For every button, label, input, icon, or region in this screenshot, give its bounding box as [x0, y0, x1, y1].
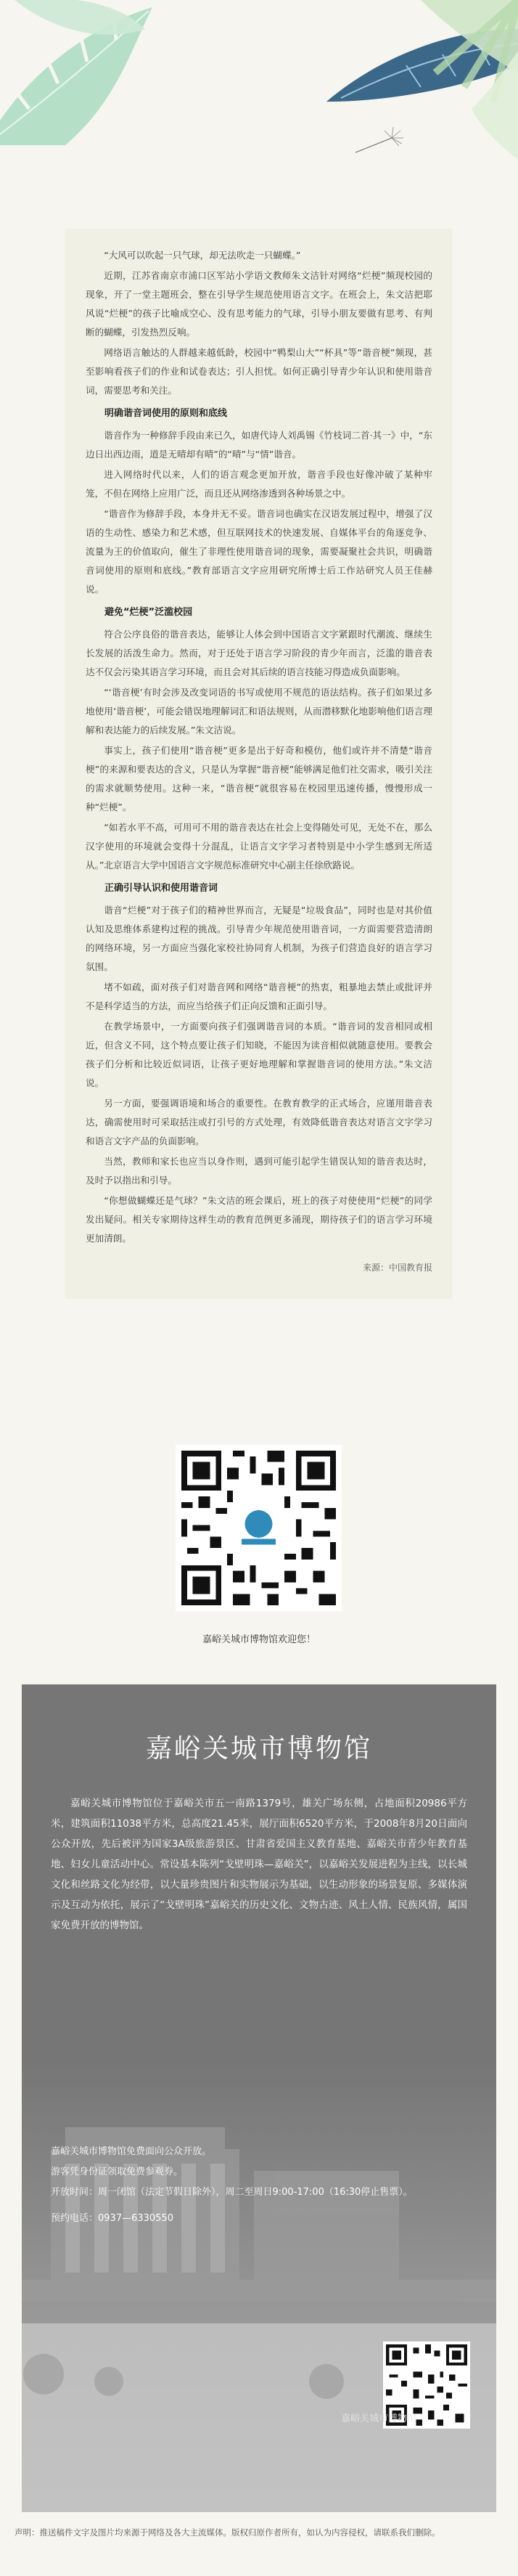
museum-watermark: 嘉峪关城市博物馆: [341, 2413, 417, 2424]
intro-quote: “大风可以吹起一只气球，却无法吹走一只蝴蝶。”: [104, 250, 301, 261]
monstera-leaf-icon: [0, 0, 152, 145]
body-paragraph: 堵不如疏，面对孩子们对谐音网和网络“谐音梗”的热衷，粗暴地去禁止或批评并不是科学适当的方法，而应当给孩子们正向反馈和正面引导。: [86, 982, 432, 1011]
body-paragraph: “‘谐音梗’有时会涉及改变词语的书写或使用不规范的语法结构。孩子们如果过多地使用‘谐音梗’，可能会错误地理解词汇和语法规则，从而潜移默化地影响他们语言理解和表达能力的后续发展。”朱文洁说。: [86, 687, 432, 735]
museum-building-image: [22, 2062, 496, 2512]
info-line: 嘉峪关城市博物馆免费面向公众开放。: [51, 2146, 212, 2157]
dandelion-icon: [355, 127, 403, 152]
section-heading: 正确引导认识和使用谐音词: [104, 883, 218, 894]
body-paragraph: 进入网络时代以来，人们的语言观念更加开放，谐音手段也好像冲破了某种牢笼，不但在网络上应用广泛，而且还从网络渗透到各种场景之中。: [86, 469, 432, 499]
body-paragraph: “你想做蝴蝶还是气球？”朱文洁的班会课后，班上的孩子对使使用“烂梗”的同学发出疑问。相关专家期待这样生动的教育范例更多涌现，期待孩子们的语言学习环境更加清朗。: [86, 1195, 432, 1244]
body-paragraph: 谐音作为一种修辞手段由来已久，如唐代诗人刘禹锡《竹枝词二首·其一》中，“东边日出西边雨，道是无晴却有晴”的“晴”与“情”谐音。: [86, 430, 432, 460]
header-leaf-decoration: [0, 0, 518, 182]
body-paragraph: 谐音“烂梗”对于孩子们的精神世界而言，无疑是“垃圾食品”，同时也是对其价值认知及思维体系建构过程的挑战。引导青少年规范使用谐音词，一方面需要营造清朗的网络环境，另一方面应当强化家校社协同育人机制，为孩子们营造良好的语言学习氛围。: [86, 905, 432, 972]
qr-code-icon[interactable]: [176, 1445, 342, 1611]
info-line: 开放时间：周一闭馆（法定节假日除外），周二至周日9:00-17:00（16:30停止售票）。: [51, 2187, 413, 2198]
museum-panel: [22, 1684, 496, 2512]
body-paragraph: 在教学场景中，一方面要向孩子们强调谐音词的本质。“谐音词的发音相同或相近，但含义不同，这个特点要让孩子们知晓，不能因为读音相似就随意使用。要教会孩子们分析和比较近似词语，让孩子更好地理解和掌握谐音词的使用方法。”朱文洁说。: [86, 1021, 432, 1088]
article-card: [65, 229, 453, 1299]
info-line: 游客凭身份证领取免费参观券。: [51, 2167, 184, 2177]
qr-caption: 嘉峪关城市博物馆欢迎您！: [202, 1634, 316, 1645]
disclaimer: 声明：推送稿件文字及图片均来源于网络及各大主流媒体。版权归原作者所有，如认为内容侵权，请联系我们删除。: [15, 2527, 440, 2538]
section-heading: 明确谐音词使用的原则和底线: [104, 408, 228, 419]
body-paragraph: “谐音作为修辞手段，本身并无不妥。谐音词也确实在汉语发展过程中，增强了汉语的生动性、感染力和艺术感，但互联网技术的快速发展、自媒体平台的角逐竞争、流量为王的价值取向，催生了非理性使用谐音词的现象，需要凝聚社会共识，明确谐音词使用的原则和底线。”教育部语言文字应用研究所博士后工作站研究人员王佳赫说。: [86, 508, 432, 595]
museum-description: 嘉峪关城市博物馆位于嘉峪关市五一南路1379号，雄关广场东侧，占地面积20986平方米，建筑面积11038平方米，总高度21.45米，展厅面积6520平方米，于2008年8月20日面向公众开放，先后被评为国家3A级旅游景区、甘肃省爱国主义教育基地、嘉峪关市青少年教育基地、妇女儿童活动中心。常设基本陈列“戈壁明珠—嘉峪关”，以嘉峪关发展进程为主线，以长城文化和丝路文化为经带，以大量珍贵图片和实物展示为基础，以生动形象的场景复原、多媒体演示及互动为依托，展示了“戈壁明珠”嘉峪关的历史文化、文物古迹、风土人情、民族风情，属国家免费开放的博物馆。: [51, 1798, 467, 1931]
body-paragraph: 另一方面，要强调语境和场合的重要性。在教育教学的正式场合，应谨用谐音表达，确需使用时可采取括注或打引号的方式处理，有效降低谐音表达对语言文字学习和语言文字产品的负面影响。: [86, 1098, 432, 1146]
museum-visit-info: [51, 2142, 472, 2229]
intro-paragraph: 网络语言触达的人群越来越低龄，校园中“鸭梨山大”“杯具”等“谐音梗”频现，甚至影响看孩子们的作业和试卷表达；引人担忧。如何正确引导青少年认识和使用谐音词，需要思考和关注。: [86, 347, 432, 396]
museum-phone[interactable]: 预约电话：0937—6330550: [51, 2213, 173, 2224]
body-paragraph: 符合公序良俗的谐音表达，能够让人体会到中国语言文字紧跟时代潮流、继续生长发展的活泼生命力。然而，对于还处于语言学习阶段的青少年而言，泛滥的谐音表达不仅会污染其语言学习环境，而且会对其后续的语言技能习得造成负面影响。: [86, 629, 432, 677]
body-paragraph: 当然，教师和家长也应当以身作则，遇到可能引起学生错误认知的谐音表达时，及时予以指出和引导。: [86, 1156, 432, 1186]
intro-paragraph: 近期，江苏省南京市浦口区军站小学语文教师朱文洁针对网络“烂梗”频现校园的现象，开了一堂主题班会，整在引导学生规范使用语言文字。在班会上，朱文洁把耶风说“烂梗”的孩子比喻成空心、没有思考能力的气球，引导小朋友要做有思考、有判断的蝴蝶，引发热烈反响。: [86, 270, 432, 338]
section-heading: 避免“烂梗”泛滥校园: [104, 607, 193, 618]
body-paragraph: “如若水平不高，可用可不用的谐音表达在社会上变得随处可见，无处不在，那么汉字使用的环境就会变得十分混乱，让语言文字学习者特别是中小学生感到无所适从。”北京语言大学中国语言文字规范标准研究中心副主任徐欣路说。: [86, 822, 432, 871]
museum-title: 嘉峪关城市博物馆: [145, 1734, 372, 1764]
body-paragraph: 事实上，孩子们使用“谐音梗”更多是出于好奇和模仿，他们或许并不清楚“谐音梗”的来源和要表达的含义，只是认为掌握“谐音梗”能够满足他们社交需求，吸引关注的需求就顺势使用。这种一来，“谐音梗”就很容易在校园里迅速传播，慢慢形成一种“烂梗”。: [86, 745, 432, 812]
article-source: 来源：中国教育报: [362, 1263, 432, 1273]
